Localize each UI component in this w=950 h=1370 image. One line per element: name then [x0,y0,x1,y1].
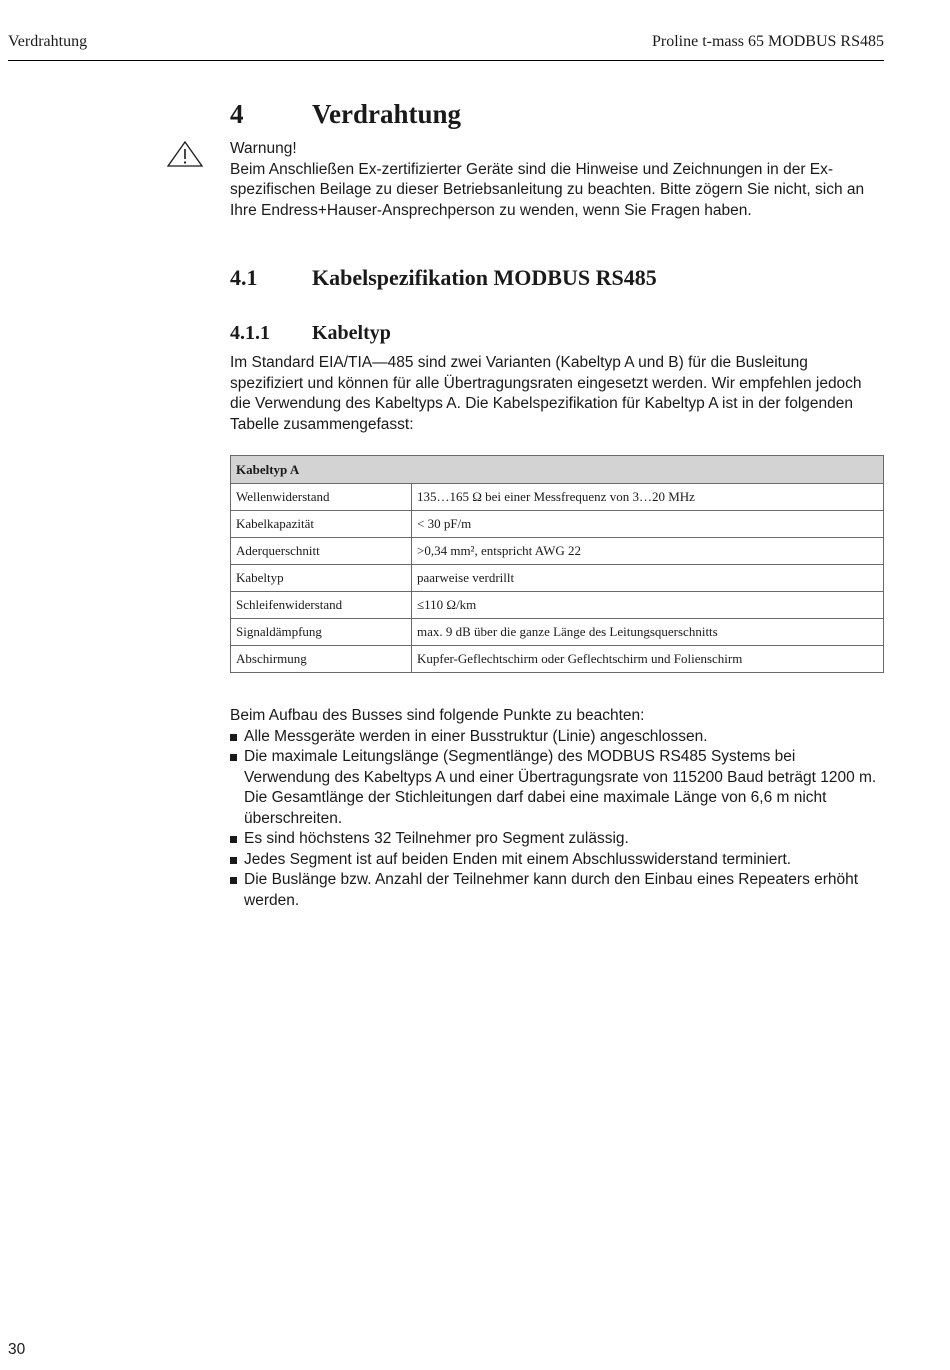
subsection-heading [230,319,884,347]
table-row [231,565,884,592]
table-cell-key: Abschirmung [231,646,412,673]
table-cell-value: paarweise verdrillt [412,565,884,592]
table-row [231,646,884,673]
square-bullet-icon [230,836,237,843]
table-row [231,619,884,646]
table-cell-key: Signaldämpfung [231,619,412,646]
chapter-heading [230,95,884,133]
chapter-number: 4 [230,98,244,129]
table-cell-key: Kabelkapazität [231,511,412,538]
table-cell-value: ≤110 Ω/km [412,592,884,619]
list-item-text: Es sind höchstens 32 Teilnehmer pro Segment zulässig. [244,830,629,847]
list-item [230,747,884,829]
square-bullet-icon [230,877,237,884]
square-bullet-icon [230,857,237,864]
cable-intro-paragraph: Im Standard EIA/TIA—485 sind zwei Varianten (Kabeltyp A und B) für die Busleitung spezifiziert und können für alle Übertragungsraten eingesetzt werden. Wir empfehlen jedoch die Verwendung des Kabeltyps A. Die Kabelspezifikation für Kabeltyp A ist in der folgenden Tabelle zusammengefasst: [230,354,862,433]
list-item-text: Die Buslänge bzw. Anzahl der Teilnehmer kann durch den Einbau eines Repeaters erhöht werden. [244,871,859,909]
table-header-row [231,456,884,484]
list-item-text: Die maximale Leitungslänge (Segmentlänge) des MODBUS RS485 Systems bei Verwendung des Kabeltyps A und einer Übertragungsrate von 115200 Baud beträgt 1200 m. Die Gesamtlänge der Stichleitungen darf dabei eine maximale Länge von 6,6 m nicht überschreiten. [244,748,877,827]
section-title: Kabelspezifikation MODBUS RS485 [312,265,657,290]
running-header-section: Verdrahtung [8,33,88,50]
table-cell-key: Wellenwiderstand [231,484,412,511]
table-cell-key: Kabeltyp [231,565,412,592]
table-cell-value: >0,34 mm², entspricht AWG 22 [412,538,884,565]
list-item [230,829,884,850]
subsection-title: Kabeltyp [312,321,391,344]
table-heading: Kabeltyp A [231,456,884,484]
warning-triangle-icon [166,140,204,168]
list-item-text: Alle Messgeräte werden in einer Busstruktur (Linie) angeschlossen. [244,727,708,745]
table-cell-value: < 30 pF/m [412,511,884,538]
table-row [231,538,884,565]
table-cell-key: Aderquerschnitt [231,538,412,565]
square-bullet-icon [230,754,237,761]
main-content [230,95,884,435]
list-item [230,727,884,748]
table-cell-value: max. 9 dB über die ganze Länge des Leitungsquerschnitts [412,619,884,646]
warning-label: Warnung! [230,140,297,157]
list-item [230,870,884,911]
section-number: 4.1 [230,265,258,290]
header-divider [8,60,884,61]
bus-intro: Beim Aufbau des Busses sind folgende Punkte zu beachten: [230,707,645,724]
page-number: 30 [8,1341,26,1358]
running-header-product: Proline t-mass 65 MODBUS RS485 [651,33,884,50]
table-row [231,592,884,619]
section-heading [230,263,884,293]
bus-points-list [230,727,884,912]
list-item [230,850,884,871]
table-row [231,511,884,538]
table-cell-value: Kupfer-Geflechtschirm oder Geflechtschirm und Folienschirm [412,646,884,673]
chapter-title: Verdrahtung [312,98,462,129]
list-item-text: Jedes Segment ist auf beiden Enden mit einem Abschlusswiderstand terminiert. [244,850,792,868]
warning-block [230,139,884,221]
cable-spec-table [230,455,884,673]
subsection-number: 4.1.1 [230,321,270,344]
square-bullet-icon [230,734,237,741]
bus-requirements [230,706,884,911]
table-cell-key: Schleifenwiderstand [231,592,412,619]
table-cell-value: 135…165 Ω bei einer Messfrequenz von 3…20 MHz [412,484,884,511]
table-row [231,484,884,511]
warning-text: Beim Anschließen Ex-zertifizierter Geräte sind die Hinweise und Zeichnungen in der Ex-spezifischen Beilage zu dieser Betriebsanleitung zu beachten. Bitte zögern Sie nicht, sich an Ihre Endress+Hauser-Ansprechperson zu wenden, wenn Sie Fragen haben. [230,160,865,219]
